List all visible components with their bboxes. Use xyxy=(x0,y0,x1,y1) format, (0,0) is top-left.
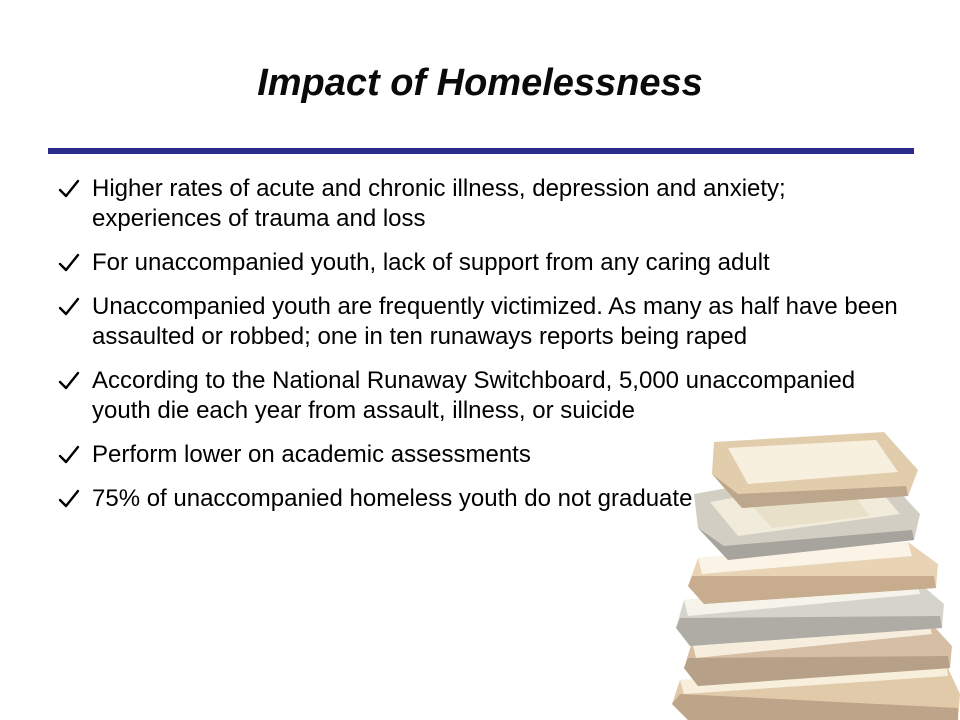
check-icon xyxy=(58,444,80,466)
bullet-text: Unaccompanied youth are frequently victimized. As many as half have been assaulted or robbed; one in ten runaways reports being raped xyxy=(92,293,898,350)
bullet-item xyxy=(58,440,918,470)
bullet-text: 75% of unaccompanied homeless youth do not graduate xyxy=(92,485,693,512)
bullet-item xyxy=(58,248,918,278)
check-icon xyxy=(58,178,80,200)
bullet-text: For unaccompanied youth, lack of support from any caring adult xyxy=(92,249,770,276)
title-divider xyxy=(48,148,914,154)
bullet-text: According to the National Runaway Switchboard, 5,000 unaccompanied youth die each year from assault, illness, or suicide xyxy=(92,367,856,424)
bullet-item xyxy=(58,484,918,514)
check-icon xyxy=(58,296,80,318)
check-icon xyxy=(58,488,80,510)
bullet-list xyxy=(58,174,918,528)
slide-title: Impact of Homelessness xyxy=(257,62,703,104)
check-icon xyxy=(58,370,80,392)
bullet-item xyxy=(58,366,918,426)
bullet-text: Perform lower on academic assessments xyxy=(92,441,531,468)
bullet-text: Higher rates of acute and chronic illness, depression and anxiety; experiences of trauma and loss xyxy=(92,175,786,232)
bullet-item xyxy=(58,292,918,352)
check-icon xyxy=(58,252,80,274)
bullet-item xyxy=(58,174,918,234)
